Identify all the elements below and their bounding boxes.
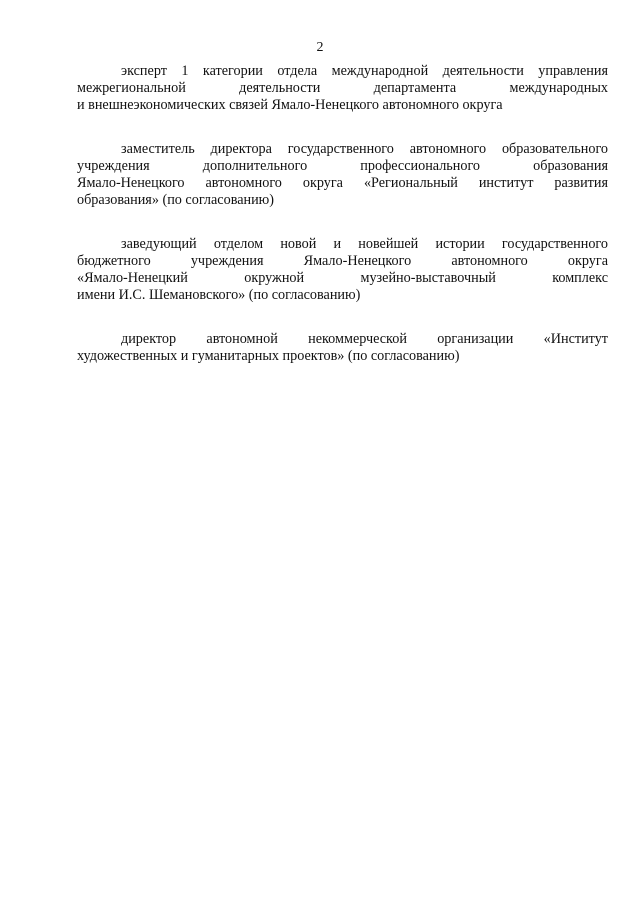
list-item (77, 236, 608, 304)
list-item (77, 63, 608, 114)
list-item (77, 331, 608, 365)
entry-line: межрегиональной деятельности департамента международных (77, 80, 608, 96)
entry-line: и внешнеэкономических связей Ямало-Ненецкого автономного округа (77, 97, 503, 113)
entry-line: директор автономной некоммерческой организации «Институт (121, 331, 608, 347)
entry-line: заместитель директора государственного автономного образовательного (121, 141, 608, 157)
entry-line: образования» (по согласованию) (77, 192, 275, 208)
entry-line: имени И.С. Шемановского» (по согласованию) (77, 287, 361, 303)
entry-line: художественных и гуманитарных проектов» (по согласованию) (77, 348, 460, 364)
entry-line: Ямало-Ненецкого автономного округа «Региональный институт развития (77, 175, 608, 191)
page-number: 2 (316, 40, 324, 55)
entry-line: «Ямало-Ненецкий окружной музейно-выставочный комплекс (77, 270, 608, 286)
entry-line: учреждения дополнительного профессионального образования (77, 158, 608, 174)
entry-line: заведующий отделом новой и новейшей истории государственного (121, 236, 608, 252)
entries-list (77, 63, 608, 392)
list-item (77, 141, 608, 209)
entry-line: бюджетного учреждения Ямало-Ненецкого автономного округа (77, 253, 608, 269)
entry-line: эксперт 1 категории отдела международной деятельности управления (121, 63, 608, 79)
